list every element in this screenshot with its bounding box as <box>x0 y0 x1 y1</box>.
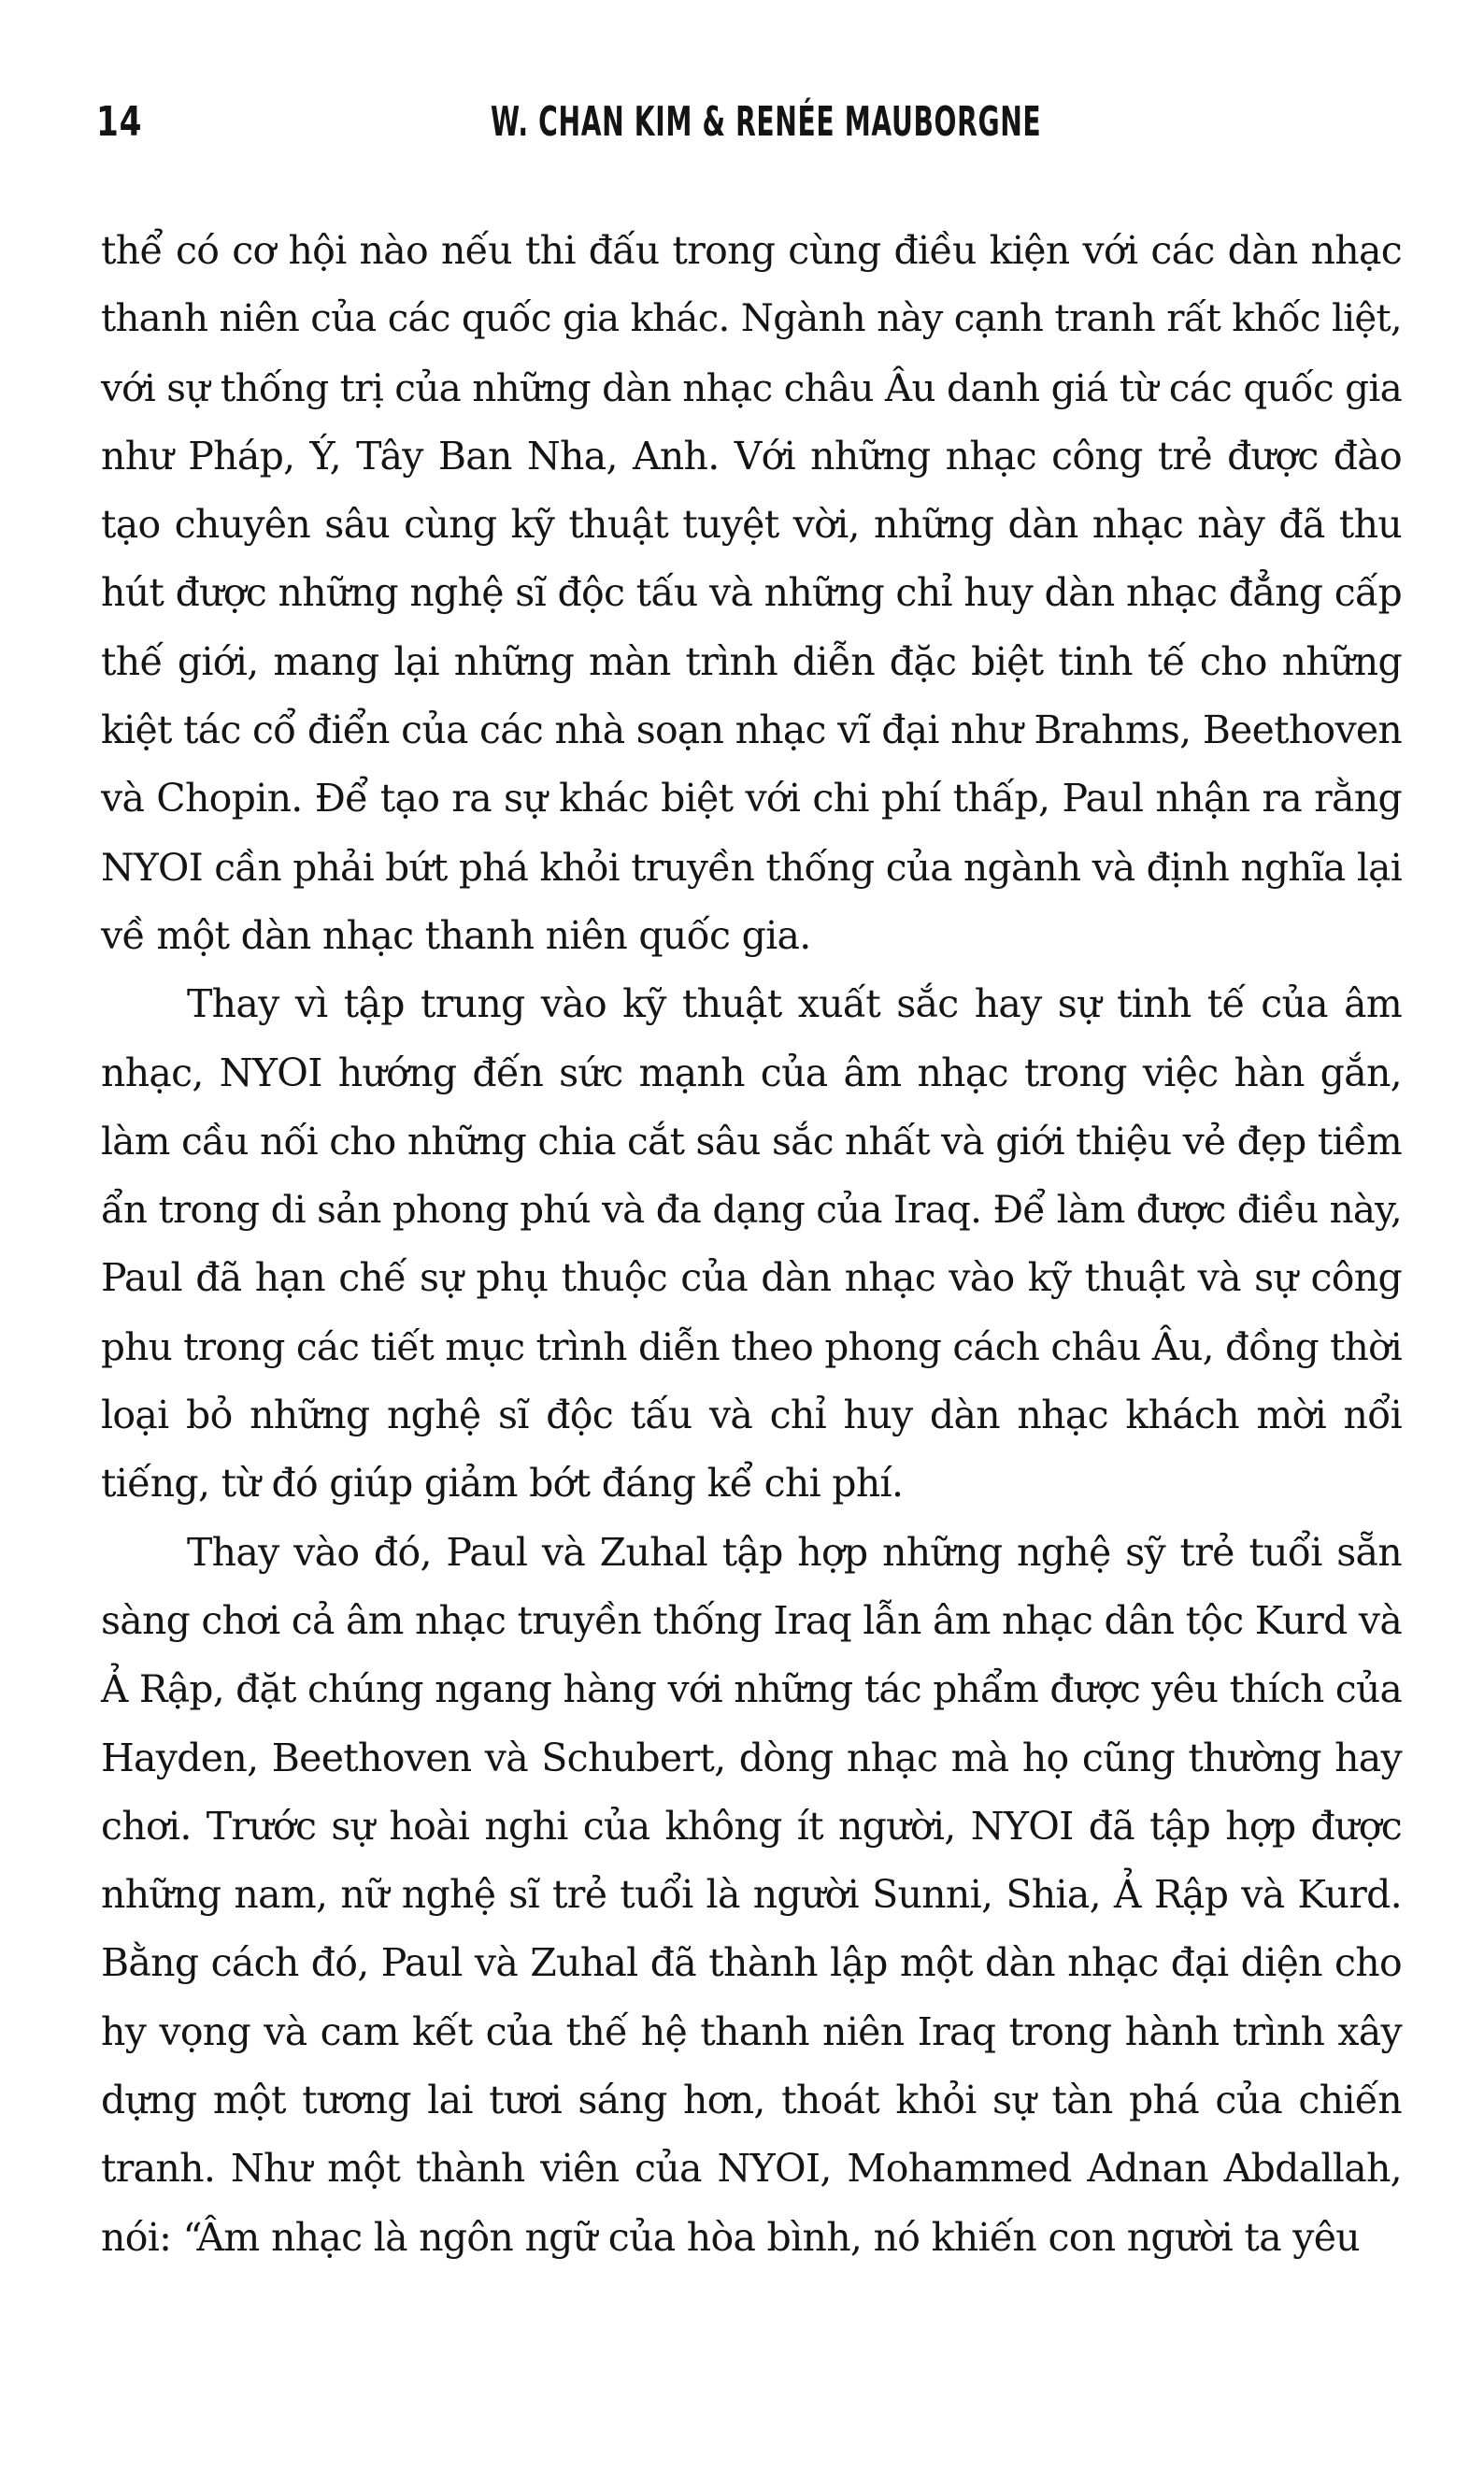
paragraph-1 <box>101 217 1402 970</box>
text-line: Ả Rập, đặt chúng ngang hàng với những tác phẩm được yêu thích của <box>101 1666 1402 1712</box>
text-line: loại bỏ những nghệ sĩ độc tấu và chỉ huy dàn nhạc khách mời nổi <box>101 1393 1402 1438</box>
text-line: ẩn trong di sản phong phú và đa dạng của Iraq. Để làm được điều này, <box>101 1188 1402 1233</box>
text-line: với sự thống trị của những dàn nhạc châu Âu danh giá từ các quốc gia <box>101 364 1402 410</box>
text-line: như Pháp, Ý, Tây Ban Nha, Anh. Với những nhạc công trẻ được đào <box>101 433 1402 479</box>
text-line: thanh niên của các quốc gia khác. Ngành này cạnh tranh rất khốc liệt, <box>101 297 1402 341</box>
text-line: Bằng cách đó, Paul và Zuhal đã thành lập một dàn nhạc đại diện cho <box>101 1940 1402 1986</box>
text-line: làm cầu nối cho những chia cắt sâu sắc nhất và giới thiệu vẻ đẹp tiềm <box>101 1118 1402 1164</box>
text-line: về một dàn nhạc thanh niên quốc gia. <box>101 912 811 958</box>
text-line: Paul đã hạn chế sự phụ thuộc của dàn nhạc vào kỹ thuật và sự công <box>101 1255 1402 1301</box>
text-line: tiếng, từ đó giúp giảm bớt đáng kể chi phí. <box>101 1461 904 1507</box>
text-line: hy vọng và cam kết của thế hệ thanh niên Iraq trong hành trình xây <box>101 2008 1402 2054</box>
body-text <box>101 217 1402 2272</box>
text-line: chơi. Trước sự hoài nghi của không ít người, NYOI đã tập hợp được <box>101 1803 1402 1849</box>
text-line: Hayden, Beethoven và Schubert, dòng nhạc mà họ cũng thường hay <box>101 1735 1402 1780</box>
paragraph-3 <box>101 1519 1402 2272</box>
text-line: phu trong các tiết mục trình diễn theo phong cách châu Âu, đồng thời <box>101 1323 1402 1369</box>
text-line: thể có cơ hội nào nếu thi đấu trong cùng điều kiện với các dàn nhạc <box>101 228 1402 273</box>
running-head: W. CHAN KIM & RENÉE MAUBORGNE <box>491 98 1042 146</box>
text-line: nói: “Âm nhạc là ngôn ngữ của hòa bình, nó khiến con người ta yêu <box>101 2214 1360 2260</box>
text-line: dựng một tương lai tươi sáng hơn, thoát khỏi sự tàn phá của chiến <box>101 2078 1402 2123</box>
page-number: 14 <box>96 98 143 146</box>
text-line: và Chopin. Để tạo ra sự khác biệt với chi phí thấp, Paul nhận ra rằng <box>101 776 1402 822</box>
paragraph-2 <box>101 970 1402 1518</box>
text-line: Thay vào đó, Paul và Zuhal tập hợp những nghệ sỹ trẻ tuổi sẵn <box>187 1529 1402 1575</box>
text-line: kiệt tác cổ điển của các nhà soạn nhạc vĩ đại như Brahms, Beethoven <box>101 707 1402 753</box>
text-line: những nam, nữ nghệ sĩ trẻ tuổi là người Sunni, Shia, Ả Rập và Kurd. <box>101 1872 1402 1918</box>
text-line: nhạc, NYOI hướng đến sức mạnh của âm nhạc trong việc hàn gắn, <box>101 1050 1402 1095</box>
text-line: Thay vì tập trung vào kỹ thuật xuất sắc hay sự tinh tế của âm <box>187 981 1402 1027</box>
text-line: tạo chuyên sâu cùng kỹ thuật tuyệt vời, những dàn nhạc này đã thu <box>101 502 1402 548</box>
text-line: NYOI cần phải bứt phá khỏi truyền thống của ngành và định nghĩa lại <box>101 844 1402 890</box>
text-line: sàng chơi cả âm nhạc truyền thống Iraq lẫn âm nhạc dân tộc Kurd và <box>101 1597 1402 1643</box>
text-line: thế giới, mang lại những màn trình diễn đặc biệt tinh tế cho những <box>101 638 1402 684</box>
text-line: hút được những nghệ sĩ độc tấu và những chỉ huy dàn nhạc đẳng cấp <box>101 570 1402 616</box>
text-line: tranh. Như một thành viên của NYOI, Mohammed Adnan Abdallah, <box>101 2146 1402 2192</box>
page-header <box>0 98 1484 154</box>
